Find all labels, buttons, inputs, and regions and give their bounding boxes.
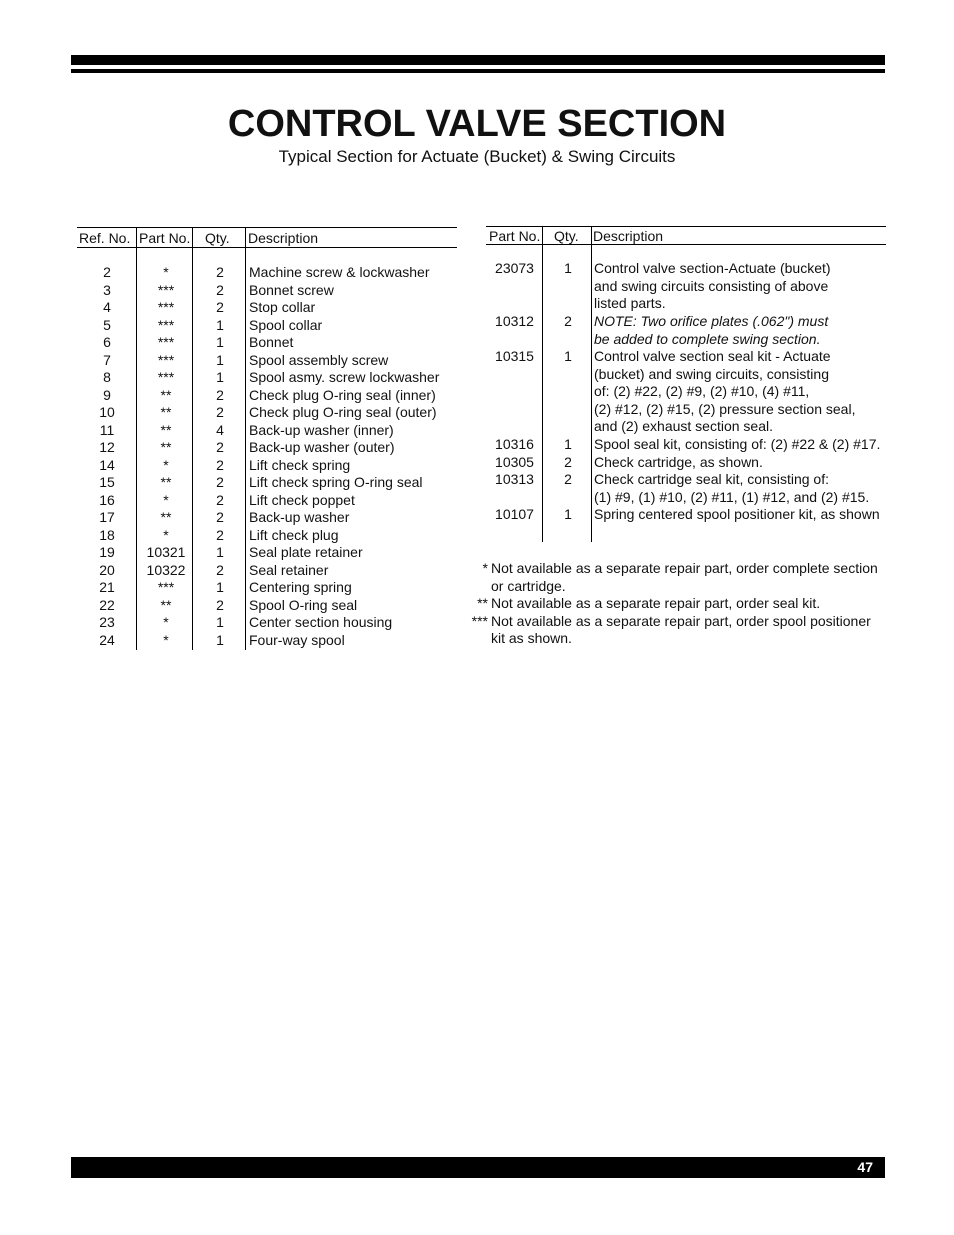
footnote-text: Not available as a separate repair part, order spool positioner kit as shown.	[491, 612, 871, 646]
description-cell: Control valve section-Actuate (bucket) and swing circuits consisting of above listed parts.	[594, 260, 831, 311]
footnote	[462, 560, 882, 595]
page-number: 47	[857, 1159, 873, 1175]
part-no-cell: *	[163, 614, 169, 630]
ref-no-cell: 9	[103, 386, 111, 403]
description-cell: Seal retainer	[249, 561, 329, 578]
qty-cell: 1	[216, 369, 224, 385]
header-rule-thick	[71, 55, 885, 65]
table-row	[77, 562, 457, 580]
part-no-cell: ***	[157, 334, 175, 350]
qty-cell: 1	[216, 631, 224, 648]
table-row	[77, 352, 457, 370]
part-no-cell: 10321	[146, 544, 186, 560]
description-cell: Control valve section seal kit - Actuate (bucket) and swing circuits, consisting of: (2) #22, (2) #9, (2) #10, (4) #11, (2) #12, (2) #15, (2) pressure section seal, and (2) exhaust section seal.	[594, 348, 856, 434]
description-cell: Spool assembly screw	[249, 351, 389, 368]
part-no-cell: ***	[157, 281, 175, 298]
parts-table-right-header	[486, 226, 886, 245]
header-description: Description	[593, 228, 664, 244]
table-row	[77, 457, 457, 475]
description-cell: Spring centered spool positioner kit, as shown	[594, 506, 880, 522]
qty-cell: 2	[216, 561, 224, 578]
ref-no-cell: 14	[99, 456, 115, 473]
description-cell: Check plug O-ring seal (outer)	[249, 404, 437, 420]
qty-cell: 2	[564, 454, 572, 470]
table-row	[77, 317, 457, 335]
part-no-cell: 10322	[146, 561, 186, 578]
footnote-text: Not available as a separate repair part, order complete section or cartridge.	[491, 560, 878, 594]
part-no-cell: 10107	[495, 506, 534, 522]
part-no-cell: **	[160, 439, 172, 455]
description-cell: Seal plate retainer	[249, 544, 363, 560]
ref-no-cell: 23	[99, 614, 115, 630]
ref-no-cell: 10	[99, 404, 115, 420]
description-cell: NOTE: Two orifice plates (.062") must be added to complete swing section.	[594, 313, 829, 347]
table-row	[77, 334, 457, 352]
qty-cell: 1	[216, 579, 224, 595]
qty-cell: 2	[216, 526, 224, 543]
part-no-cell: ***	[157, 299, 175, 315]
qty-cell: 4	[216, 421, 224, 438]
table-row	[77, 282, 457, 300]
footnotes	[462, 560, 882, 648]
qty-cell: 2	[216, 456, 224, 473]
part-no-cell: 10315	[495, 348, 534, 364]
qty-cell: 2	[216, 281, 224, 298]
ref-no-cell: 18	[99, 526, 115, 543]
parts-table-left-header	[77, 227, 457, 248]
qty-cell: 1	[564, 436, 572, 452]
footnote-marker: ***	[471, 612, 488, 629]
ref-no-cell: 7	[103, 351, 111, 368]
parts-table-right	[486, 226, 886, 522]
description-cell: Lift check spring O-ring seal	[249, 474, 423, 490]
ref-no-cell: 17	[99, 509, 115, 525]
qty-cell: 1	[564, 506, 572, 522]
ref-no-cell: 12	[99, 439, 115, 455]
table-row	[77, 404, 457, 422]
header-qty: Qty.	[554, 228, 579, 244]
ref-no-cell: 15	[99, 474, 115, 490]
description-cell: Centering spring	[249, 579, 352, 595]
ref-no-cell: 20	[99, 561, 115, 578]
footnote	[462, 595, 882, 613]
part-no-cell: **	[160, 474, 172, 490]
parts-table-left	[77, 227, 457, 649]
ref-no-cell: 5	[103, 316, 111, 333]
footnote-marker: *	[482, 560, 488, 576]
qty-cell: 2	[216, 264, 224, 280]
part-no-cell: **	[160, 404, 172, 420]
description-cell: Spool seal kit, consisting of: (2) #22 & (2) #17.	[594, 436, 881, 452]
description-cell: Bonnet	[249, 334, 294, 350]
table-row	[77, 299, 457, 317]
table-row	[77, 387, 457, 405]
description-cell: Lift check plug	[249, 526, 339, 543]
qty-cell: 2	[216, 404, 224, 420]
header-qty: Qty.	[205, 230, 230, 246]
qty-cell: 1	[216, 351, 224, 368]
part-no-cell: ***	[157, 351, 175, 368]
part-no-cell: 10305	[495, 454, 534, 470]
qty-cell: 2	[216, 439, 224, 455]
qty-cell: 2	[216, 299, 224, 315]
description-cell: Spool asmy. screw lockwasher	[249, 369, 440, 385]
part-no-cell: *	[163, 264, 169, 280]
description-cell: Lift check spring	[249, 456, 351, 473]
ref-no-cell: 22	[99, 596, 115, 613]
ref-no-cell: 21	[99, 579, 115, 595]
description-cell: Back-up washer	[249, 509, 350, 525]
table-row	[77, 264, 457, 282]
table-row	[77, 614, 457, 632]
table-row	[77, 509, 457, 527]
ref-no-cell: 8	[103, 369, 111, 385]
description-cell: Check cartridge seal kit, consisting of: (1) #9, (1) #10, (2) #11, (1) #12, and (2) #15.	[594, 471, 870, 505]
qty-cell: 2	[216, 596, 224, 613]
qty-cell: 1	[564, 348, 572, 364]
description-cell: Bonnet screw	[249, 281, 334, 298]
table-row	[77, 422, 457, 440]
footnote-marker: **	[477, 595, 488, 611]
header-ref-no: Ref. No.	[79, 230, 131, 246]
qty-cell: 2	[564, 313, 572, 329]
table-row	[77, 527, 457, 545]
description-cell: Check cartridge, as shown.	[594, 454, 763, 470]
page-title: CONTROL VALVE SECTION	[227, 103, 727, 145]
table-row	[77, 474, 457, 492]
footer-bar	[71, 1157, 885, 1178]
ref-no-cell: 11	[99, 421, 115, 438]
part-no-cell: 10313	[495, 471, 534, 487]
qty-cell: 2	[216, 491, 224, 508]
part-no-cell: **	[160, 421, 172, 438]
ref-no-cell: 6	[103, 334, 111, 350]
part-no-cell: ***	[157, 369, 175, 385]
qty-cell: 2	[216, 386, 224, 403]
description-cell: Center section housing	[249, 614, 393, 630]
part-no-cell: ***	[157, 579, 175, 595]
description-cell: Spool O-ring seal	[249, 596, 358, 613]
part-no-cell: **	[160, 509, 172, 525]
header-part-no: Part No.	[489, 228, 541, 244]
part-no-cell: 10316	[495, 436, 534, 452]
qty-cell: 2	[216, 474, 224, 490]
description-cell: Spool collar	[249, 316, 323, 333]
page-subtitle: Typical Section for Actuate (Bucket) & Swing Circuits	[278, 147, 676, 166]
ref-no-cell: 2	[103, 264, 111, 280]
table-row	[77, 439, 457, 457]
description-cell: Machine screw & lockwasher	[249, 264, 430, 280]
part-no-cell: *	[163, 491, 169, 508]
description-cell: Back-up washer (outer)	[249, 439, 395, 455]
qty-cell: 1	[216, 316, 224, 333]
qty-cell: 1	[216, 334, 224, 350]
description-cell: Lift check poppet	[249, 491, 355, 508]
ref-no-cell: 16	[99, 491, 115, 508]
table-row	[77, 492, 457, 510]
header-part-no: Part No.	[139, 230, 191, 246]
footnote-text: Not available as a separate repair part, order seal kit.	[491, 595, 821, 611]
description-cell: Four-way spool	[249, 631, 345, 648]
header-description: Description	[248, 230, 319, 246]
part-no-cell: 10312	[495, 313, 534, 329]
qty-cell: 2	[216, 509, 224, 525]
qty-cell: 1	[216, 544, 224, 560]
qty-cell: 1	[216, 614, 224, 630]
table-row	[77, 369, 457, 387]
description-cell: Check plug O-ring seal (inner)	[249, 386, 436, 403]
table-row	[77, 544, 457, 562]
table-row	[77, 597, 457, 615]
table-row	[77, 632, 457, 650]
part-no-cell: *	[163, 631, 169, 648]
qty-cell: 1	[564, 260, 572, 276]
ref-no-cell: 4	[103, 299, 111, 315]
qty-cell: 2	[564, 471, 572, 487]
part-no-cell: 23073	[495, 260, 534, 276]
part-no-cell: **	[160, 386, 172, 403]
part-no-cell: **	[160, 596, 172, 613]
part-no-cell: ***	[157, 316, 175, 333]
part-no-cell: *	[163, 526, 169, 543]
header-rule-thin	[71, 69, 885, 73]
part-no-cell: *	[163, 456, 169, 473]
table-row	[77, 579, 457, 597]
parts-table-left-body	[77, 264, 457, 649]
footnote	[462, 613, 882, 648]
ref-no-cell: 3	[103, 281, 111, 298]
ref-no-cell: 19	[99, 544, 115, 560]
description-cell: Back-up washer (inner)	[249, 421, 394, 438]
ref-no-cell: 24	[99, 631, 115, 648]
description-cell: Stop collar	[249, 299, 316, 315]
